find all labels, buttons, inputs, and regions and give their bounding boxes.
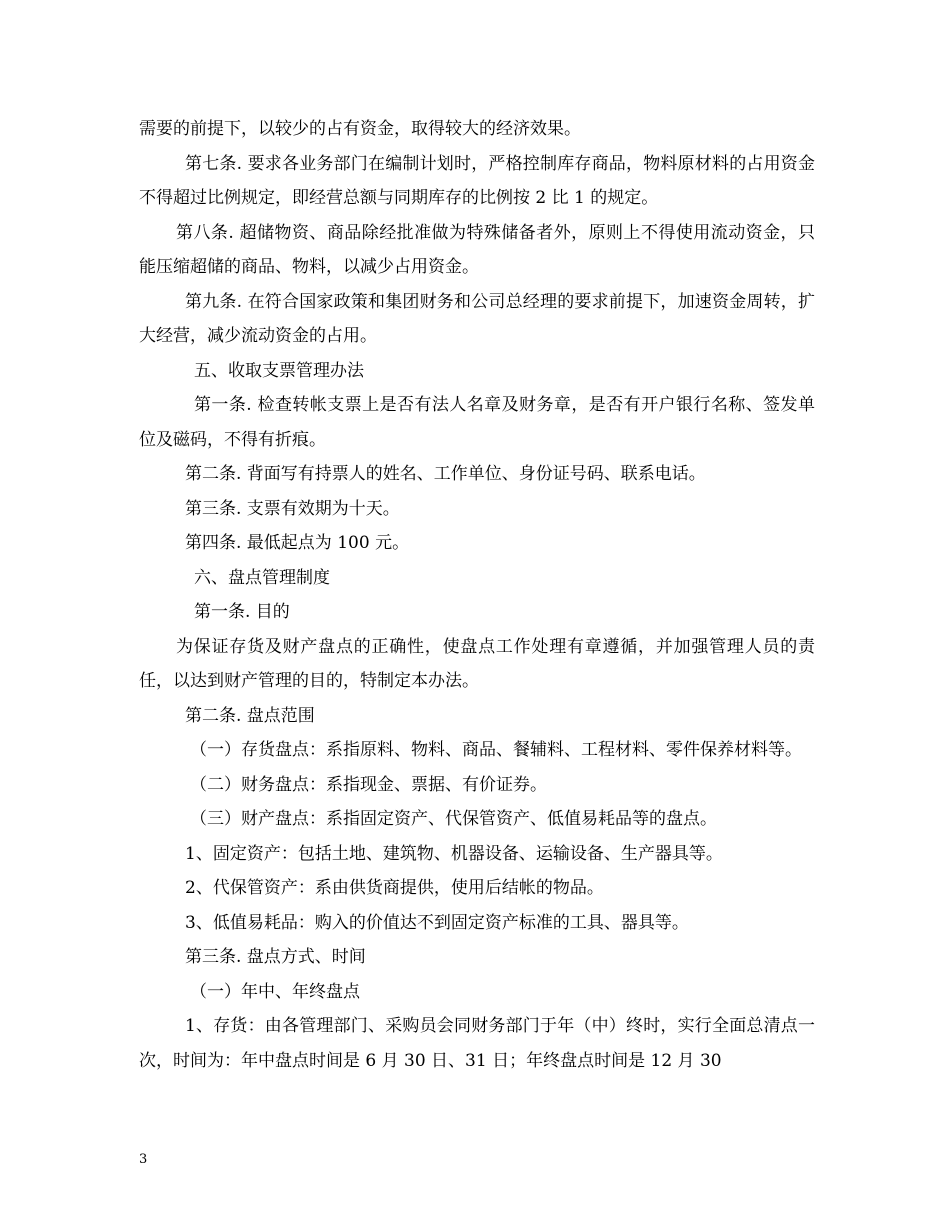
paragraph: 3、低值易耗品：购入的价值达不到固定资产标准的工具、器具等。 xyxy=(185,912,689,933)
paragraph: （三）财产盘点：系指固定资产、代保管资产、低值易耗品等的盘点。 xyxy=(190,809,717,829)
paragraph: （一）存货盘点：系指原料、物料、商品、餐辅料、工程材料、零件保养材料等。 xyxy=(190,740,802,760)
paragraph: 第一条. 检查转帐支票上是否有法人名章及财务章，是否有开户银行名称、签发单位及磁码，不得有折痕。 xyxy=(139,395,815,450)
paragraph: 第二条. 背面写有持票人的姓名、工作单位、身份证号码、联系电话。 xyxy=(185,464,706,484)
paragraph: 需要的前提下，以较少的占有资金，取得较大的经济效果。 xyxy=(139,119,581,139)
paragraph: 第二条. 盘点范围 xyxy=(185,705,315,726)
paragraph: 第九条. 在符合国家政策和集团财务和公司总经理的要求前提下，加速资金周转，扩大经营，减少流动资金的占用。 xyxy=(139,291,815,346)
paragraph: 第一条. 目的 xyxy=(194,602,290,622)
paragraph: 第三条. 盘点方式、时间 xyxy=(185,947,366,967)
paragraph: 1、固定资产：包括土地、建筑物、机器设备、运输设备、生产器具等。 xyxy=(185,843,723,864)
paragraph: 第八条. 超储物资、商品除经批准做为特殊储备者外，原则上不得使用流动资金，只能压缩超储的商品、物料，以减少占用资金。 xyxy=(139,222,815,277)
section-heading: 五、收取支票管理办法 xyxy=(194,360,364,381)
paragraph: （一）年中、年终盘点 xyxy=(190,981,360,1002)
paragraph: 第七条. 要求各业务部门在编制计划时，严格控制库存商品，物料原材料的占用资金不得超过比例规定，即经营总额与同期库存的比例按 2 比 1 的规定。 xyxy=(139,153,815,208)
document-body xyxy=(139,112,815,1078)
paragraph: 1、存货：由各管理部门、采购员会同财务部门于年（中）终时，实行全面总清点一次，时间为：年中盘点时间是 6 月 30 日、31 日；年终盘点时间是 12 月 30 xyxy=(139,1016,815,1071)
paragraph: 2、代保管资产：系由供货商提供，使用后结帐的物品。 xyxy=(185,878,604,898)
paragraph: 第四条. 最低起点为 100 元。 xyxy=(185,533,410,553)
section-heading: 六、盘点管理制度 xyxy=(194,567,330,588)
paragraph: 为保证存货及财产盘点的正确性，使盘点工作处理有章遵循，并加强管理人员的责任，以达到财产管理的目的，特制定本办法。 xyxy=(139,636,815,691)
page-number: 3 xyxy=(139,1152,148,1167)
paragraph: 第三条. 支票有效期为十天。 xyxy=(185,498,400,519)
paragraph: （二）财务盘点：系指现金、票据、有价证券。 xyxy=(190,774,547,795)
